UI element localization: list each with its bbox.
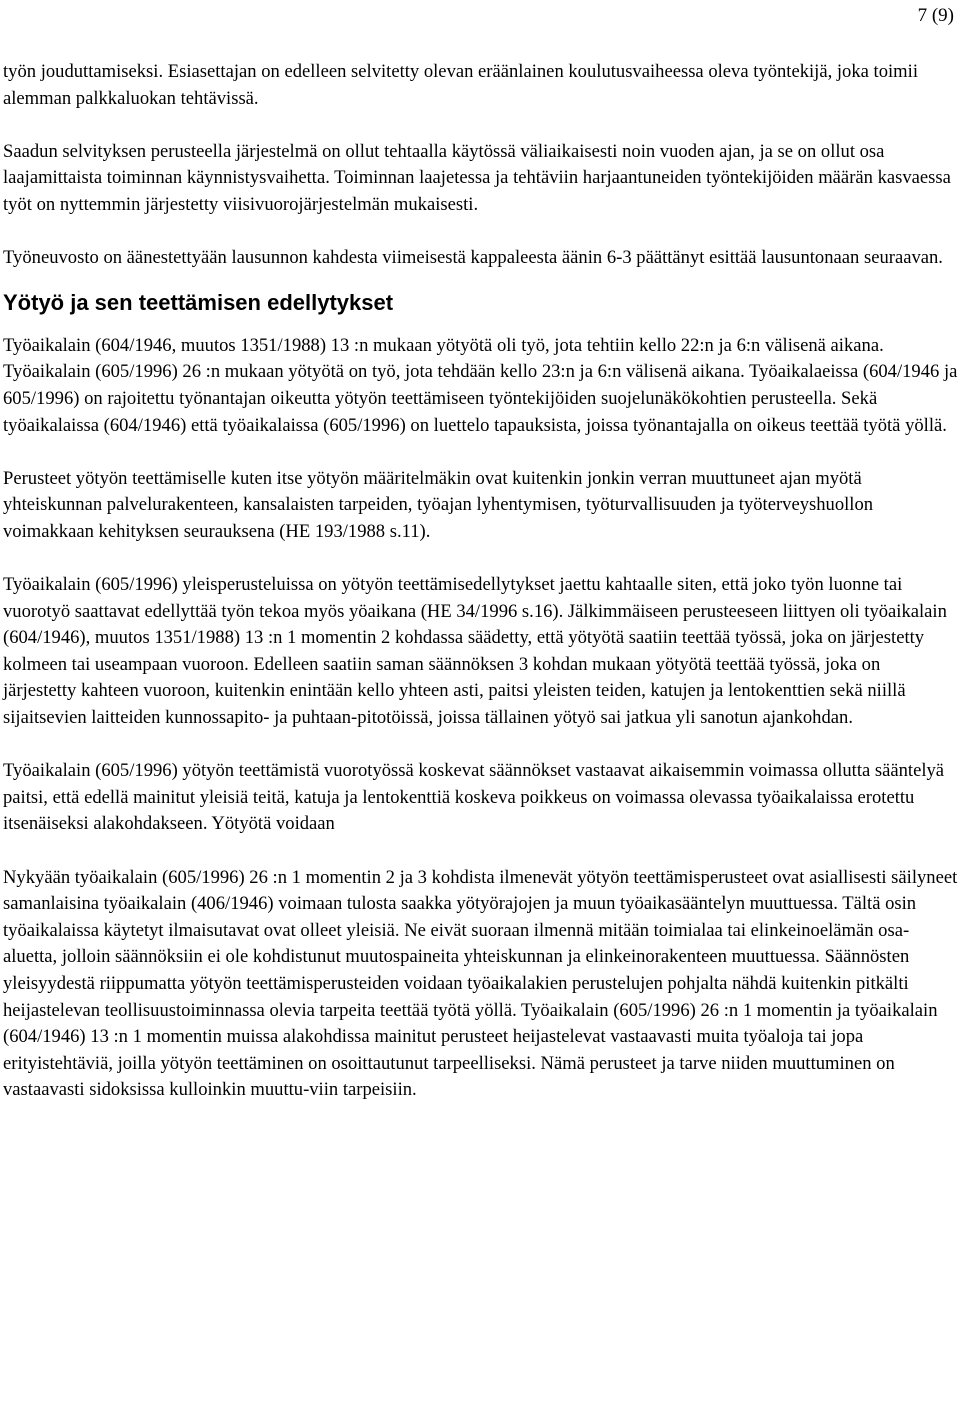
paragraph-2: Saadun selvityksen perusteella järjestelmä on ollut tehtaalla käytössä väliaikaisesti noin vuoden ajan, ja se on ollut osa laajamittaista toiminnan käynnistysvaihetta. Toiminnan laajetessa ja tehtäviin harjaantuneiden työntekijöiden määrän kasvaessa työt on nyttemmin järjestetty viisivuorojärjestelmän mukaisesti. (3, 140, 951, 215)
page-number: 7 (9) (917, 5, 954, 26)
paragraph-6: Työaikalain (605/1996) yleisperusteluissa on yötyön teettämisedellytykset jaettu kahtaalle siten, että joko työn luonne tai vuorotyö saattavat edellyttää työn tekoa myös yöaikana (HE 34/1996 s.16). Jälkimmäiseen perusteeseen liittyen oli työaikalain (604/1946), muutos 1351/1988) 13 :n 1 momentin 2 kohdassa säädetty, että yötyötä saatiin teettää työssä, joka on järjestetty kolmeen tai useampaan vuoroon. Edelleen saatiin saman säännöksen 3 kohdan mukaan yötyötä teettää työssä, joka on järjestetty kahteen vuoroon, kuitenkin enintään kello yhteen asti, paitsi yleisten teiden, katujen ja lentokenttien sekä niillä sijaitsevien laitteiden kunnossapito- ja puhtaan-pitotöissä, joissa tällainen yötyö sai jatkua yli sanotun ajankohdan. (3, 574, 947, 729)
paragraph-8: Nykyään työaikalain (605/1996) 26 :n 1 momentin 2 ja 3 kohdista ilmenevät yötyön teettämisperusteet ovat asiallisesti säilyneet samanlaisina työaikalain (406/1946) voimaan tulosta saakka yötyörajojen ja muun työaikasääntelyn muuttuessa. Tältä osin työaikalaissa käytetyt ilmaisutavat ovat olleet yleisiä. Ne eivät suoraan ilmennä mitään toimialaa tai elinkeinoelämän osa-aluetta, jolloin säännöksiin ei ole kohdistunut muutospaineita yhteiskunnan ja elinkeinorakenteen muuttuessa. Säännösten yleisyydestä riippumatta yötyön teettämisperusteiden voidaan työaikalakien perustelujen pohjalta nähdä kuitenkin pitkälti heijastelevan teollisuustoiminnassa olevia tarpeita teettää työtä yöllä. Työaikalain (605/1996) 26 :n 1 momentin ja työaikalain (604/1946) 13 :n 1 momentin muissa alakohdissa mainitut perusteet heijastelevat vastaavasti muita työaloja tai jopa erityistehtäviä, joilla yötyön teettäminen on osoittautunut tarpeelliseksi. Nämä perusteet ja tarve niiden muuttuminen on vastaavasti sidoksissa kulloinkin muuttu-viin tarpeisiin. (3, 866, 958, 1101)
paragraph-7: Työaikalain (605/1996) yötyön teettämistä vuorotyössä koskevat säännökset vastaavat aikaisemmin voimassa ollutta sääntelyä paitsi, että edellä mainitut yleisiä teitä, katuja ja lentokenttiä koskeva poikkeus on voimassa olevassa työaikalaissa erotettu itsenäiseksi alakohdakseen. Yötyötä voidaan (3, 760, 945, 835)
paragraph-3: Työneuvosto on äänestettyään lausunnon kahdesta viimeisestä kappaleesta äänin 6-3 päättänyt esittää lausuntonaan seuraavan. (3, 247, 943, 269)
paragraph-1: työn jouduttamiseksi. Esiasettajan on edelleen selvitetty olevan eräänlainen koulutusvaiheessa oleva työntekijä, joka toimii alemman palkkaluokan tehtävissä. (3, 61, 918, 109)
paragraph-5: Perusteet yötyön teettämiselle kuten itse yötyön määritelmäkin ovat kuitenkin jonkin verran muuttuneet ajan myötä yhteiskunnan palvelurakenteen, kansalaisten tarpeiden, työajan lyhentymisen, työturvallisuuden ja työterveyshuollon voimakkaan kehityksen seurauksena (HE 193/1988 s.11). (3, 467, 874, 542)
section-heading: Yötyö ja sen teettämisen edellytykset (3, 289, 394, 315)
document-body (3, 59, 958, 1104)
paragraph-4: Työaikalain (604/1946, muutos 1351/1988) 13 :n mukaan yötyötä oli työ, jota tehtiin kello 22:n ja 6:n välisenä aikana. Työaikalain (605/1996) 26 :n mukaan yötyötä on työ, jota tehdään kello 23:n ja 6:n välisenä aikana. Työaikalaeissa (604/1946 ja 605/1996) on rajoitettu työnantajan oikeutta yötyön teettämiseen työntekijöiden suojelunäkökohtien perusteella. Sekä työaikalaissa (604/1946) että työaikalaissa (605/1996) on luettelo tapauksista, joissa työnantajalla on oikeus teettää työtä yöllä. (3, 334, 958, 436)
